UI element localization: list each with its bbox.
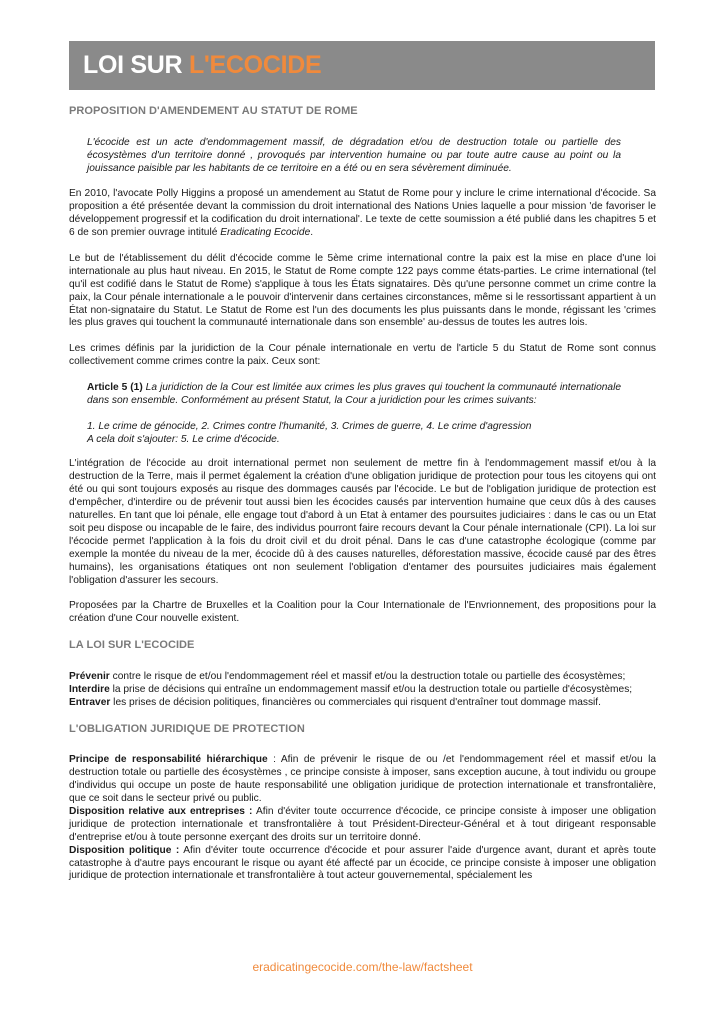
term-entraver: Entraver xyxy=(69,696,111,708)
document-body xyxy=(69,105,656,883)
list-item-interdire xyxy=(69,684,656,697)
ecocide-definition: L'écocide est un acte d'endommagement massif, de dégradation et/ou de destruction totale ou partielle des écosystèmes d'un territoire donné , provoqués par intervention humaine ou par toute autre cause au point ou la jouissance paisible par les habitants de ce territoire en a été ou en sera sévèrement diminuée. xyxy=(87,136,621,174)
text-entraver: les prises de décision politiques, financières ou commerciales qui risquent d'entraîner tout dommage massif. xyxy=(110,696,601,708)
book-title: Eradicating Ecocide xyxy=(220,227,311,239)
text-politique: Afin d'éviter toute occurrence d'écocide et pour assurer l'aide d'urgence avant, durant et après toute catastrophe à d'autre pays encourant le risque ou ayant été affecté par un écocide, ce principe consiste à imposer une obligation juridique de protection internationale et transfrontalière à tout acteur gouvernemental, spécialement les xyxy=(69,844,656,882)
footer-link[interactable]: eradicatingecocide.com/the-law/factsheet xyxy=(252,960,473,974)
term-interdire: Interdire xyxy=(69,683,110,695)
list-item-responsabilite xyxy=(69,754,656,806)
article-5-label: Article 5 (1) xyxy=(87,381,143,393)
page-title-accent: L'ECOCIDE xyxy=(188,51,322,79)
list-item-entreprises xyxy=(69,806,656,845)
paragraph-integration: L'intégration de l'écocide au droit international permet non seulement de mettre fin à l'endommagement massif et/ou à la destruction de la Terre, mais il permet également la création d'une obligation juridique de protection pour tous les citoyens qui ont été ou qui sont toujours exposés au risque des dommages causés par l'écocide. Le but de l'obligation juridique de protection est d'empêcher, d'interdire ou de prévenir tout aussi bien les écocides causés par intervention humaine que ceux dûs à des causes naturelles. En tant que loi pénale, elle engage tout d'abord à un Etat à entamer des poursuites judiciaires : dans le cas ou un Etat soit peu dispose ou incapable de le faire, des individus pourront faire recours devant la Cour pénale internationale (CPI). La loi sur l'écocide permet l'application à la fois du droit civil et du droit pénal. Dans le cas d'une catastrophe écologique (comme par exemple la montée du niveau de la mer, écocide dû à des causes naturelles, déforestation massive, écocide causé par des êtres humains), les organisations étatiques ont non seulement l'obligation d'entamer des poursuites judiciaires mais également l'obligation d'assurer les secours. xyxy=(69,458,656,586)
term-entreprises: Disposition relative aux entreprises : xyxy=(69,805,253,817)
paragraph-higgins xyxy=(69,188,656,240)
text-entreprises: Afin d'éviter toute occurrence d'écocide, ce principe consiste à imposer une obligation juridique de protection internationale et transfrontalière à tout Président-Directeur-Général et à tout dirigeant responsable d'entreprise et/ou à toute personne exerçant des droits sur un territoire donné. xyxy=(69,805,656,843)
crimes-line-2: A cela doit s'ajouter: 5. Le crime d'écocide. xyxy=(87,433,280,445)
paragraph-higgins-text: En 2010, l'avocate Polly Higgins a proposé un amendement au Statut de Rome pour y inclure le crime international d'écocide. Sa proposition a été présentée devant la commission du droit international des Nations Unies laquelle a pour mission 'de favoriser le développement progressif et la codification du droit international'. Le texte de cette soumission a été publié dans les chapitres 5 et 6 de son premier ouvrage intitulé xyxy=(69,188,656,239)
list-item-entraver xyxy=(69,697,656,710)
section-heading-proposition: PROPOSITION D'AMENDEMENT AU STATUT DE ROME xyxy=(69,105,358,117)
section-heading-loi: LA LOI SUR L'ECOCIDE xyxy=(69,639,195,652)
list-item-politique xyxy=(69,845,656,884)
page-title xyxy=(83,51,321,80)
article-5-text: La juridiction de la Cour est limitée aux crimes les plus graves qui touchent la communauté internationale dans son ensemble. Conformément au présent Statut, la Cour a juridiction pour les crimes suivants: xyxy=(87,381,622,406)
paragraph-higgins-end: . xyxy=(310,227,314,239)
list-item-prevenir xyxy=(69,671,656,684)
term-prevenir: Prévenir xyxy=(69,670,110,682)
article-5-quote xyxy=(87,382,621,408)
paragraph-proposals: Proposées par la Chartre de Bruxelles et la Coalition pour la Cour Internationale de l'Envrionnement, des propositions pour la création d'une Cour nouvelle existent. xyxy=(69,600,656,625)
term-responsabilite: Principe de responsabilité hiérarchique xyxy=(69,754,268,766)
crimes-list xyxy=(87,421,621,447)
crimes-line-1: 1. Le crime de génocide, 2. Crimes contre l'humanité, 3. Crimes de guerre, 4. Le crime d'agression xyxy=(87,420,532,432)
paragraph-crimes-intro: Les crimes définis par la juridiction de la Cour pénale internationale en vertu de l'article 5 du Statut de Rome sont connus collectivement comme crimes contre la paix. Ceux sont: xyxy=(69,343,656,368)
page-title-main: LOI SUR xyxy=(83,51,189,79)
text-interdire: la prise de décisions qui entraîne un endommagement massif et/ou la destruction totale ou partielle d'écosystèmes; xyxy=(109,683,633,695)
term-politique: Disposition politique : xyxy=(69,844,180,856)
text-prevenir: contre le risque de et/ou l'endommagement réel et massif et/ou la destruction totale ou partielle des écosystèmes; xyxy=(109,670,626,682)
text-responsabilite: : Afin de prévenir le risque de ou /et l'endommagement réel et massif et/ou la destruction totale ou partielle des écosystèmes , ce principe consiste à imposer, sans exception aucune, à tout individu ou groupe d'individus qui occupe un poste de haute responsabilité une obligation juridique de protection internationale et transfrontalière, que ce soit dans le secteur privé ou public. xyxy=(69,754,657,805)
paragraph-purpose: Le but de l'établissement du délit d'écocide comme le 5ème crime international contre la paix est la mise en place d'une loi internationale au plus haut niveau. En 2015, le Statut de Rome compte 122 pays comme états-parties. Le crime international (tel qu'il est codifié dans le Statut de Rome) s'applique à tous les États signataires. Dès qu'une personne commet un crime contre la paix, la Cour pénale internationale a le pouvoir d'intervenir dans certaines circonstances, même si le ressortissant appartient à un État non-signataire du Statut. Le Statut de Rome est l'un des documents les plus puissants dans le monde, régissant les 'crimes les plus graves qui touchent la communauté internationale dans son ensemble' au-dessus de toutes les autres lois. xyxy=(69,252,656,329)
title-banner xyxy=(69,41,655,90)
section-heading-obligation: L'OBLIGATION JURIDIQUE DE PROTECTION xyxy=(69,722,305,735)
